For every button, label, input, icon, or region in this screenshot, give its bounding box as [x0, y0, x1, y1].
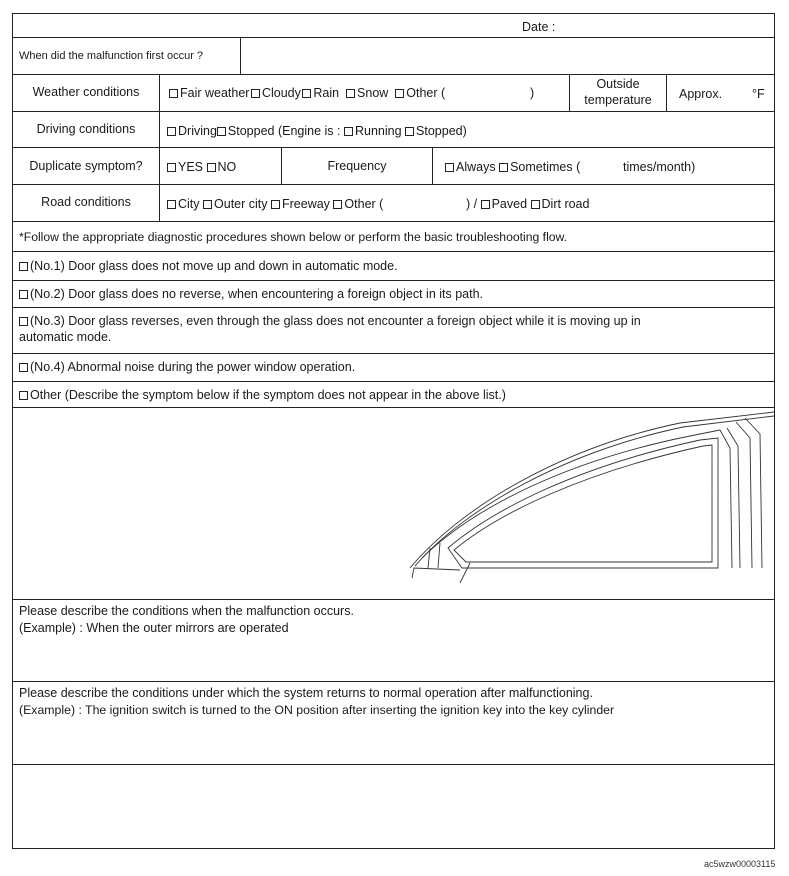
checkbox[interactable] — [302, 89, 311, 98]
malfunction-conditions-field[interactable] — [13, 638, 774, 680]
symptom-other: Other (Describe the symptom below if the symptom does not appear in the above list.) — [19, 388, 506, 403]
rule — [12, 221, 775, 222]
rule — [666, 74, 667, 111]
duplicate-options: YES NO — [167, 160, 236, 175]
checkbox[interactable] — [346, 89, 355, 98]
checkbox[interactable] — [167, 127, 176, 136]
instruction-text: *Follow the appropriate diagnostic procedures shown below or perform the basic troubleshooting flow. — [19, 230, 568, 244]
duplicate-label: Duplicate symptom? — [29, 159, 143, 173]
describe-malfunction-line2: (Example) : When the outer mirrors are operated — [19, 621, 289, 635]
rule — [12, 184, 775, 185]
frequency-label: Frequency — [327, 159, 387, 173]
checkbox[interactable] — [251, 89, 260, 98]
describe-malfunction-line1: Please describe the conditions when the malfunction occurs. — [19, 604, 354, 618]
rule — [12, 147, 775, 148]
checkbox[interactable] — [217, 127, 226, 136]
symptom-no2: (No.2) Door glass does no reverse, when encountering a foreign object in its path. — [19, 287, 483, 302]
describe-return-line2: (Example) : The ignition switch is turned to the ON position after inserting the ignition key into the key cylinder — [19, 703, 615, 717]
checkbox[interactable] — [405, 127, 414, 136]
road-label: Road conditions — [41, 195, 131, 209]
figure-code: ac5wzw00003115 — [704, 859, 776, 869]
temp-unit: °F — [752, 87, 765, 101]
driving-label: Driving conditions — [36, 122, 136, 136]
checkbox[interactable] — [167, 200, 176, 209]
checkbox[interactable] — [19, 391, 28, 400]
checkbox[interactable] — [19, 262, 28, 271]
checkbox[interactable] — [333, 200, 342, 209]
checkbox[interactable] — [499, 163, 508, 172]
checkbox[interactable] — [395, 89, 404, 98]
rule — [12, 251, 775, 252]
rule — [12, 307, 775, 308]
date-label: Date : — [522, 20, 556, 34]
first-occur-label: When did the malfunction first occur ? — [19, 50, 204, 62]
checkbox[interactable] — [19, 363, 28, 372]
outside-temp-label-2: temperature — [584, 93, 652, 107]
checkbox[interactable] — [19, 317, 28, 326]
checkbox[interactable] — [481, 200, 490, 209]
symptom-no1: (No.1) Door glass does not move up and down in automatic mode. — [19, 259, 398, 274]
rule — [12, 599, 775, 600]
checkbox[interactable] — [167, 163, 176, 172]
return-conditions-field[interactable] — [13, 720, 774, 763]
checkbox[interactable] — [531, 200, 540, 209]
checkbox[interactable] — [203, 200, 212, 209]
approx-label: Approx. — [679, 87, 723, 101]
outside-temp-label-1: Outside — [596, 77, 640, 91]
rule — [12, 74, 775, 75]
symptom-no3-cont: automatic mode. — [19, 330, 112, 344]
road-surface-options: ) / Paved Dirt road — [466, 197, 590, 211]
times-month: times/month) — [623, 160, 696, 174]
checkbox[interactable] — [344, 127, 353, 136]
checkbox[interactable] — [445, 163, 454, 172]
checkbox[interactable] — [169, 89, 178, 98]
symptom-no3: (No.3) Door glass reverses, even through the glass does not encounter a foreign object while it is moving up in — [19, 314, 641, 329]
rule — [12, 353, 775, 354]
symptom-no4: (No.4) Abnormal noise during the power window operation. — [19, 360, 355, 375]
frequency-options: Always Sometimes ( — [445, 160, 580, 175]
road-options: City Outer city Freeway Other ( — [167, 197, 383, 212]
weather-other-close: ) — [530, 86, 535, 100]
describe-return-line1: Please describe the conditions under which the system returns to normal operation after malfunctioning. — [19, 686, 593, 700]
checkbox[interactable] — [19, 290, 28, 299]
weather-label: Weather conditions — [32, 85, 140, 99]
rule — [159, 74, 160, 221]
first-occur-field[interactable] — [241, 38, 774, 73]
checkbox[interactable] — [271, 200, 280, 209]
checkbox[interactable] — [207, 163, 216, 172]
rule — [12, 111, 775, 112]
rule — [12, 381, 775, 382]
rule — [12, 681, 775, 682]
notes-field[interactable] — [13, 765, 774, 847]
weather-options: Fair weather Cloudy Rain Snow Other ( — [169, 86, 445, 101]
rule — [432, 147, 433, 184]
driving-options: Driving Stopped (Engine is : Running Stopped) — [167, 124, 467, 139]
rule — [12, 280, 775, 281]
door-glass-illustration — [400, 408, 776, 598]
